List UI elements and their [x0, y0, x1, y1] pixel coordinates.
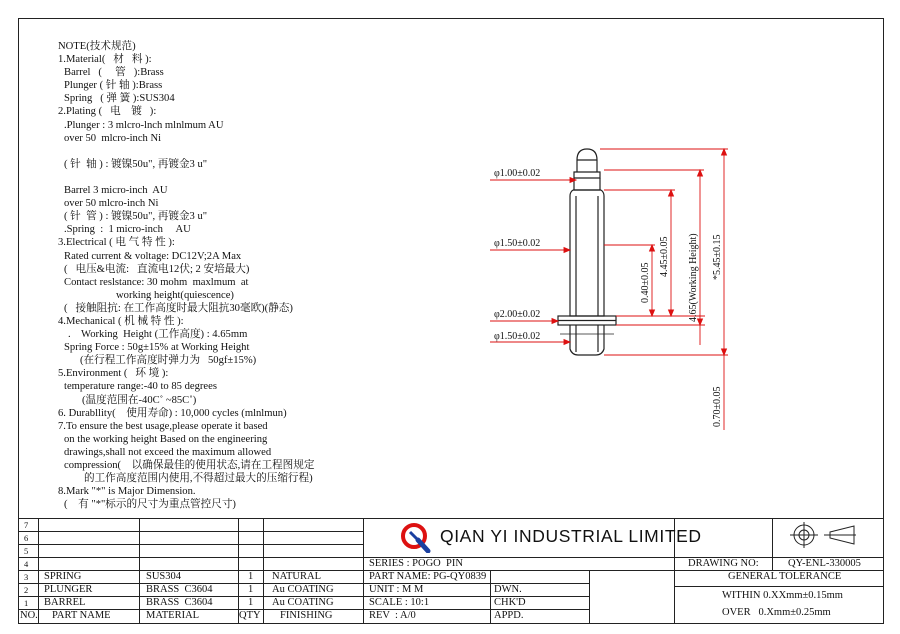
dim-tail-height: 0.70±0.05 — [712, 386, 723, 427]
note-line: Spring Force : 50g±15% at Working Height — [64, 342, 250, 354]
dim-working-height: 4.65(Working Height) — [688, 233, 699, 322]
dim-plunger-diameter: φ1.50±0.02 — [494, 238, 541, 249]
company-name: QIAN YI INDUSTRIAL LIMITED — [440, 526, 702, 546]
row-number: 6 — [24, 533, 29, 543]
note-line: ( 接触阻抗: 在工作高度时最大阻抗30毫欧)(静态) — [64, 302, 293, 314]
note-line: .Spring : 1 micro-inch AU — [64, 224, 191, 236]
note-line: on the working height Based on the engineering — [64, 433, 268, 445]
note-line: working height(quiescence) — [116, 289, 234, 301]
qty-cell: 1 — [248, 584, 254, 595]
note-line: (在行程工作高度时弹力为 50gf±15%) — [80, 355, 257, 367]
note-line: (温度范围在-40C˚ ~85C˚) — [82, 394, 197, 406]
note-line: ( 电压&电流: 直流电12伏; 2 安培最大) — [64, 263, 250, 275]
rev-text: REV : A/0 — [369, 610, 416, 621]
row-number: 2 — [24, 585, 29, 595]
drawing-number: QY-ENL-330005 — [788, 558, 861, 569]
header-no: NO. — [20, 610, 38, 621]
part-name-cell: BARREL — [44, 597, 86, 608]
qty-cell: 1 — [248, 571, 254, 582]
note-line: .Plunger : 3 mlcro-lnch mlnlmum AU — [64, 119, 224, 131]
finishing-cell: Au COATING — [272, 584, 334, 595]
note-line: ( 针 轴 ) : 镀镍50u", 再镀金3 u" — [64, 158, 208, 170]
header-finishing: FINISHING — [280, 610, 333, 621]
note-line: Barrel 3 micro-inch AU — [64, 185, 168, 197]
note-line: over 50 mlcro-inch Ni — [64, 198, 159, 210]
dim-total-height: *5.45±0.15 — [712, 234, 723, 280]
scale-text: SCALE : 10:1 — [369, 597, 430, 608]
note-line: 4.Mechanical ( 机 械 特 性 ): — [58, 315, 184, 327]
company-logo — [398, 521, 432, 553]
note-line: 7.To ensure the best usage,please operate it based — [58, 420, 268, 432]
note-line: drawings,shall not exceed the maximum allowed — [64, 446, 272, 458]
note-line: temperature range:-40 to 85 degrees — [64, 381, 217, 393]
dim-flange-diameter: φ2.00±0.02 — [494, 309, 541, 320]
note-line: Contact reslstance: 30 mohm maxlmum at — [64, 276, 249, 288]
tolerance-over: OVER 0.Xmm±0.25mm — [722, 607, 831, 618]
drawing-number-label: DRAWING NO: — [688, 558, 759, 569]
note-line: 2.Plating ( 电 镀 ): — [58, 106, 157, 118]
note-line: ( 针 管 ) : 镀镍50u", 再镀金3 u" — [64, 211, 208, 223]
material-cell: BRASS C3604 — [146, 584, 213, 595]
material-cell: SUS304 — [146, 571, 182, 582]
note-line: compression( 以确保最佳的使用状态,请在工程图规定 — [64, 460, 315, 471]
projection-symbol-icon — [788, 520, 858, 550]
header-material: MATERIAL — [146, 610, 200, 621]
dim-tail-diameter: φ1.50±0.02 — [494, 331, 541, 342]
dim-tip-diameter: φ1.00±0.02 — [494, 168, 541, 179]
note-line: 5.Environment ( 环 境 ): — [58, 368, 169, 380]
row-number: 7 — [24, 520, 29, 530]
series-text: SERIES : POGO PIN — [369, 558, 463, 569]
note-line: Spring ( 弹 簧 ):SUS304 — [64, 93, 175, 105]
drawn-by-label: DWN. — [494, 584, 522, 595]
dim-tip-height: 0.40±0.05 — [640, 262, 651, 303]
header-part-name: PART NAME — [52, 610, 111, 621]
part-name-cell: SPRING — [44, 571, 82, 582]
note-line: ( 有 "*"标示的尺寸为重点管控尺寸) — [64, 499, 236, 511]
note-line: Rated current & voltage: DC12V;2A Max — [64, 250, 242, 262]
note-line: 6. Durabllity( 使用寿命) : 10,000 cycles (mlnlmun) — [58, 407, 287, 419]
note-line: Barrel ( 管 ):Brass — [64, 67, 164, 79]
note-line: 8.Mark "*" is Major Dimension. — [58, 486, 196, 498]
header-qty: QTY — [239, 610, 261, 621]
general-tolerance-title: GENERAL TOLERANCE — [728, 571, 842, 582]
note-line: 3.Electrical ( 电 气 特 性 ): — [58, 237, 175, 249]
note-line: Plunger ( 针 轴 ):Brass — [64, 80, 163, 92]
note-line: . Working Height (工作高度) : 4.65mm — [68, 329, 248, 341]
dim-body-height: 4.45±0.05 — [659, 236, 670, 277]
checked-by-label: CHK'D — [494, 597, 526, 608]
note-line: 的工作高度范围内使用,不得超过最大的压缩行程) — [84, 473, 313, 485]
approved-by-label: APPD. — [494, 610, 524, 621]
note-line: 1.Material( 材 料 ): — [58, 54, 152, 66]
row-number: 4 — [24, 559, 29, 569]
part-name-text: PART NAME: PG-QY0839 — [369, 571, 487, 582]
finishing-cell: NATURAL — [272, 571, 321, 582]
qty-cell: 1 — [248, 597, 254, 608]
unit-text: UNIT : M M — [369, 584, 424, 595]
row-number: 5 — [24, 546, 29, 556]
height-dimensions — [600, 149, 728, 430]
finishing-cell: Au COATING — [272, 597, 334, 608]
material-cell: BRASS C3604 — [146, 597, 213, 608]
part-name-cell: PLUNGER — [44, 584, 93, 595]
tolerance-within: WITHIN 0.XXmm±0.15mm — [722, 590, 843, 601]
note-line: over 50 mlcro-inch Ni — [64, 132, 162, 144]
row-number: 3 — [24, 572, 29, 582]
row-number: 1 — [24, 598, 29, 608]
note-line: NOTE(技术规范) — [58, 41, 136, 52]
